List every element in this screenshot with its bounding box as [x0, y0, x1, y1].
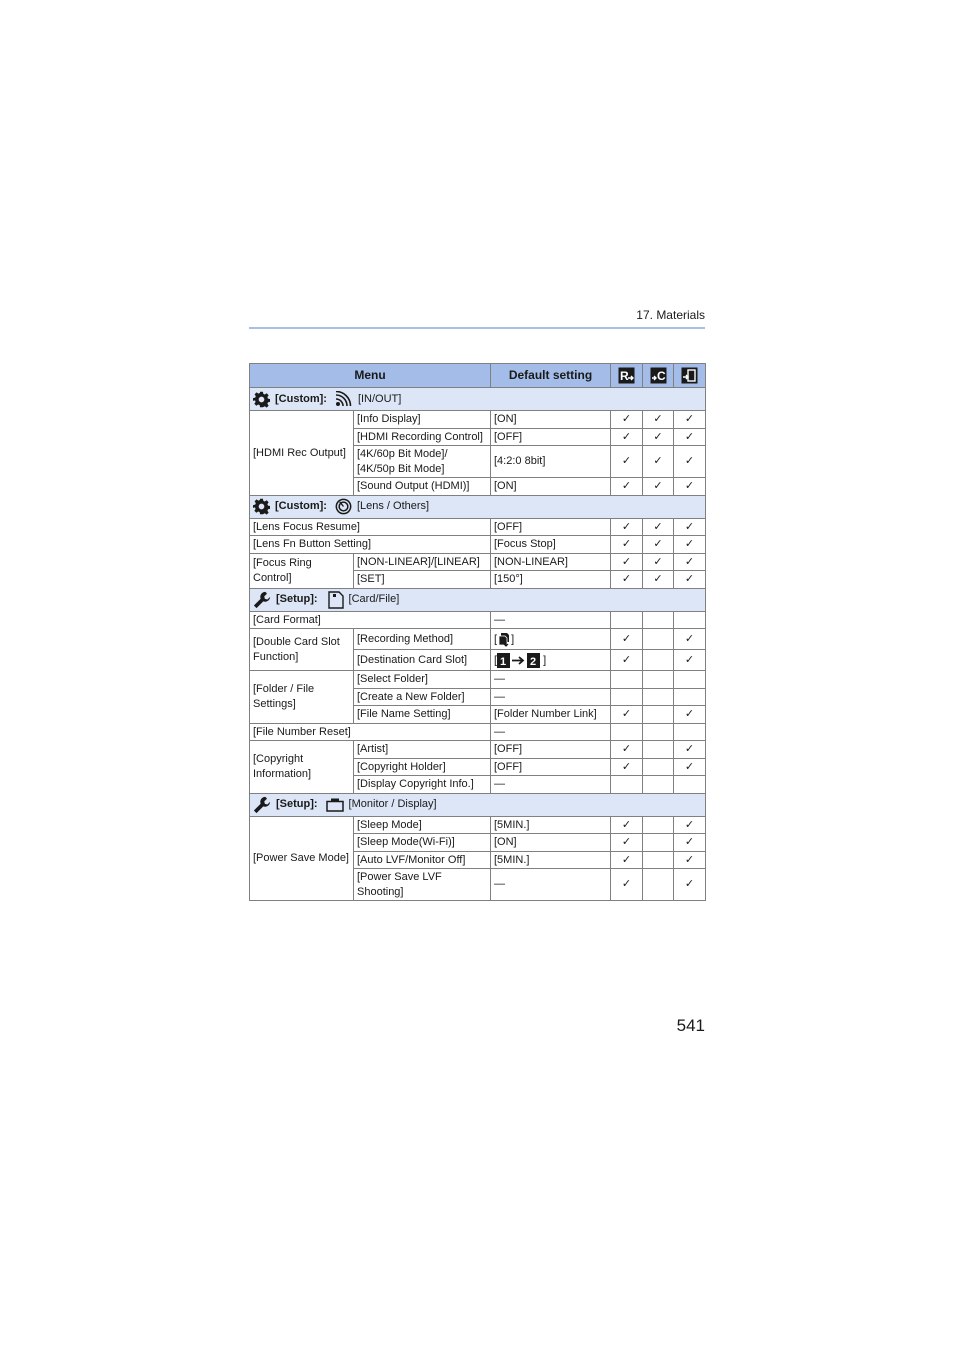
check-rec	[611, 688, 643, 706]
section-category: [Custom]:	[275, 392, 327, 405]
check-custom: ✓	[643, 478, 674, 496]
table-row	[250, 816, 706, 834]
menu-item: [Artist]	[354, 741, 491, 759]
check-rec: ✓	[611, 741, 643, 759]
check-rec: ✓	[611, 411, 643, 429]
check-rec: ✓	[611, 706, 643, 724]
check-playback: ✓	[674, 478, 706, 496]
menu-item: [Card Format]	[250, 611, 491, 629]
bracket-open: [	[494, 632, 498, 645]
section-category: [Custom]:	[275, 500, 327, 513]
playback-mode-icon	[681, 367, 698, 384]
default-value: [4:2:0 8bit]	[491, 446, 611, 478]
check-custom	[643, 671, 674, 689]
col-rec-mode-header	[611, 364, 643, 388]
group-label-line: [Double Card Slot	[253, 636, 340, 648]
default-value: [150°]	[491, 571, 611, 589]
check-playback: ✓	[674, 428, 706, 446]
check-playback	[674, 671, 706, 689]
wrench-icon	[253, 591, 271, 609]
check-custom	[643, 706, 674, 724]
check-playback	[674, 723, 706, 741]
check-playback: ✓	[674, 629, 706, 650]
rec-mode-icon	[618, 367, 635, 384]
default-value: [OFF]	[491, 518, 611, 536]
svg-text:2: 2	[530, 655, 537, 668]
check-playback: ✓	[674, 851, 706, 869]
menu-item: [Sleep Mode]	[354, 816, 491, 834]
check-custom: ✓	[643, 536, 674, 554]
check-rec: ✓	[611, 834, 643, 852]
menu-item: [Create a New Folder]	[354, 688, 491, 706]
check-custom	[643, 611, 674, 629]
default-value: [5MIN.]	[491, 851, 611, 869]
group-label-line: [Folder / File	[253, 683, 315, 696]
table-row	[250, 553, 706, 571]
relay-recording-icon	[497, 632, 511, 647]
col-menu-header: Menu	[250, 364, 491, 388]
check-custom	[643, 776, 674, 794]
default-value: —	[491, 688, 611, 706]
card-icon	[328, 591, 344, 609]
check-playback: ✓	[674, 834, 706, 852]
check-custom: ✓	[643, 571, 674, 589]
default-value: [5MIN.]	[491, 816, 611, 834]
monitor-icon	[326, 798, 344, 812]
section-header-setup-monitor-display	[250, 793, 706, 816]
check-custom: ✓	[643, 411, 674, 429]
in-out-icon	[335, 391, 353, 407]
menu-item: [Lens Fn Button Setting]	[250, 536, 491, 554]
check-rec: ✓	[611, 428, 643, 446]
section-header-custom-lens-others	[250, 495, 706, 518]
group-label	[250, 671, 354, 724]
check-custom	[643, 758, 674, 776]
menu-item: [Recording Method]	[354, 629, 491, 650]
table-row	[250, 611, 706, 629]
check-rec: ✓	[611, 536, 643, 554]
check-custom	[643, 741, 674, 759]
check-playback: ✓	[674, 650, 706, 671]
bracket-close: ]	[511, 632, 515, 645]
group-label: [HDMI Rec Output]	[250, 411, 354, 496]
col-default-header: Default setting	[491, 364, 611, 388]
menu-item	[354, 446, 491, 478]
check-playback: ✓	[674, 411, 706, 429]
table-row	[250, 671, 706, 689]
check-playback: ✓	[674, 518, 706, 536]
header-divider	[249, 327, 705, 329]
check-rec: ✓	[611, 758, 643, 776]
menu-item: [Sound Output (HDMI)]	[354, 478, 491, 496]
section-sub-label: [Monitor / Display]	[348, 798, 437, 811]
check-custom: ✓	[643, 428, 674, 446]
default-value: [ON]	[491, 834, 611, 852]
menu-item: [Sleep Mode(Wi-Fi)]	[354, 834, 491, 852]
check-custom: ✓	[643, 553, 674, 571]
custom-mode-icon	[650, 367, 667, 384]
check-rec	[611, 671, 643, 689]
bracket-close: ]	[543, 653, 547, 666]
group-label-line: Information]	[253, 767, 312, 780]
col-playback-mode-header	[674, 364, 706, 388]
check-playback: ✓	[674, 536, 706, 554]
check-playback: ✓	[674, 706, 706, 724]
default-value: [OFF]	[491, 758, 611, 776]
page-number: 541	[676, 1016, 705, 1035]
check-custom	[643, 869, 674, 901]
check-custom	[643, 816, 674, 834]
check-playback	[674, 611, 706, 629]
check-custom	[643, 851, 674, 869]
menu-item: [HDMI Recording Control]	[354, 428, 491, 446]
menu-item: [Info Display]	[354, 411, 491, 429]
check-custom	[643, 834, 674, 852]
check-playback: ✓	[674, 869, 706, 901]
menu-item: [Lens Focus Resume]	[250, 518, 491, 536]
table-row	[250, 741, 706, 759]
menu-item-line: [4K/60p Bit Mode]/	[357, 448, 448, 460]
menu-item: [Select Folder]	[354, 671, 491, 689]
check-playback: ✓	[674, 816, 706, 834]
table-row	[250, 723, 706, 741]
group-label-line: [Focus Ring	[253, 557, 312, 569]
group-label	[250, 553, 354, 588]
group-label-line: Control]	[253, 571, 292, 584]
menu-item: [File Name Setting]	[354, 706, 491, 724]
check-playback: ✓	[674, 758, 706, 776]
menu-item: [Destination Card Slot]	[354, 650, 491, 671]
check-rec: ✓	[611, 650, 643, 671]
table-header-row	[250, 364, 706, 388]
check-rec	[611, 776, 643, 794]
check-playback: ✓	[674, 446, 706, 478]
section-sub-label: [Lens / Others]	[356, 500, 430, 513]
menu-item	[354, 869, 491, 901]
check-playback	[674, 776, 706, 794]
default-value: —	[491, 776, 611, 794]
default-value: [ON]	[491, 411, 611, 429]
menu-item-line: [4K/50p Bit Mode]	[357, 462, 445, 475]
slot-1-to-2-icon	[497, 653, 543, 668]
menu-item-line: Shooting]	[357, 885, 404, 898]
menu-item: [File Number Reset]	[250, 723, 491, 741]
default-value: [OFF]	[491, 428, 611, 446]
gear-icon	[253, 498, 270, 515]
bracket-open: [	[494, 653, 498, 666]
default-value: [Focus Stop]	[491, 536, 611, 554]
group-label-line: Function]	[253, 650, 299, 663]
group-label: [Power Save Mode]	[250, 816, 354, 901]
check-rec: ✓	[611, 518, 643, 536]
svg-text:1: 1	[500, 655, 507, 668]
default-value: —	[491, 723, 611, 741]
gear-icon	[253, 391, 270, 408]
table-row	[250, 536, 706, 554]
check-rec: ✓	[611, 571, 643, 589]
menu-item: [Copyright Holder]	[354, 758, 491, 776]
section-sub-label: [Card/File]	[348, 593, 400, 606]
table-row	[250, 629, 706, 650]
default-value	[491, 650, 611, 671]
svg-text:C: C	[656, 369, 666, 383]
col-custom-mode-header	[643, 364, 674, 388]
group-label-line: Settings]	[253, 697, 296, 710]
default-value: [NON-LINEAR]	[491, 553, 611, 571]
group-label	[250, 741, 354, 794]
check-rec	[611, 723, 643, 741]
group-label-line: [Copyright	[253, 753, 304, 766]
default-value: [OFF]	[491, 741, 611, 759]
section-category: [Setup]:	[276, 798, 318, 811]
check-rec: ✓	[611, 553, 643, 571]
section-header-custom-in-out	[250, 388, 706, 411]
check-rec	[611, 611, 643, 629]
lens-icon	[335, 498, 352, 515]
check-playback: ✓	[674, 571, 706, 589]
menu-item: [Auto LVF/Monitor Off]	[354, 851, 491, 869]
check-playback: ✓	[674, 553, 706, 571]
check-rec: ✓	[611, 478, 643, 496]
check-playback	[674, 688, 706, 706]
check-rec: ✓	[611, 869, 643, 901]
menu-item-line: [Power Save LVF	[357, 871, 442, 883]
table-row	[250, 411, 706, 429]
default-value: —	[491, 611, 611, 629]
section-sub-label: [IN/OUT]	[357, 392, 402, 405]
section-title: 17. Materials	[636, 308, 705, 322]
default-value: —	[491, 869, 611, 901]
group-label	[250, 629, 354, 671]
check-rec: ✓	[611, 629, 643, 650]
menu-item: [SET]	[354, 571, 491, 589]
check-custom	[643, 723, 674, 741]
section-category: [Setup]:	[276, 593, 318, 606]
svg-text:R: R	[620, 369, 629, 383]
check-custom: ✓	[643, 446, 674, 478]
default-value: —	[491, 671, 611, 689]
check-rec: ✓	[611, 816, 643, 834]
check-rec: ✓	[611, 851, 643, 869]
check-playback: ✓	[674, 741, 706, 759]
check-custom	[643, 650, 674, 671]
check-custom: ✓	[643, 518, 674, 536]
default-value: [Folder Number Link]	[491, 706, 611, 724]
wrench-icon	[253, 796, 271, 814]
check-custom	[643, 629, 674, 650]
default-value: [ON]	[491, 478, 611, 496]
menu-item: [Display Copyright Info.]	[354, 776, 491, 794]
materials-table	[249, 363, 706, 901]
check-custom	[643, 688, 674, 706]
menu-item: [NON-LINEAR]/[LINEAR]	[354, 553, 491, 571]
check-rec: ✓	[611, 446, 643, 478]
default-value	[491, 629, 611, 650]
section-header-setup-card-file	[250, 588, 706, 611]
table-row	[250, 518, 706, 536]
